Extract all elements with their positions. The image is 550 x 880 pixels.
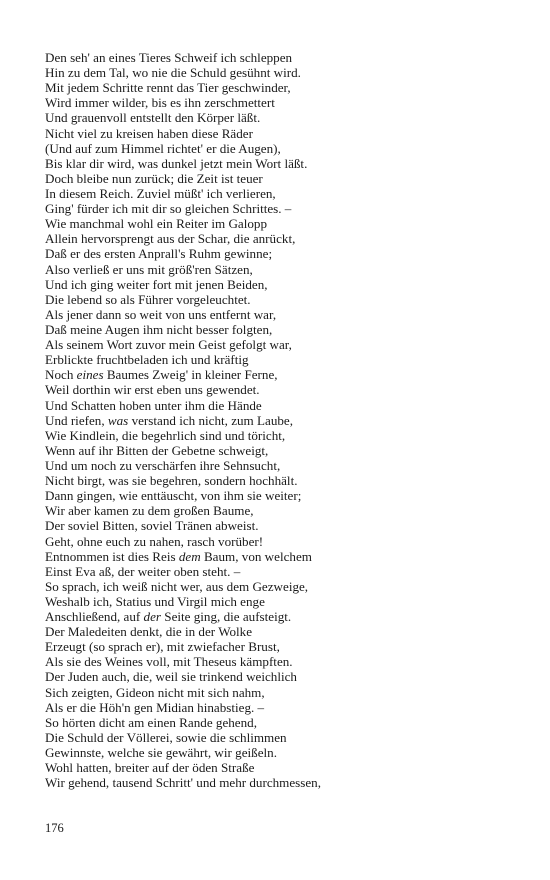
verse-segment: Nicht viel zu kreisen haben diese Räder	[45, 125, 253, 141]
verse-line	[45, 518, 515, 533]
verse-segment: Die lebend so als Führer vorgeleuchtet.	[45, 291, 251, 307]
verse-line	[45, 171, 515, 186]
verse-line	[45, 700, 515, 715]
verse-line	[45, 579, 515, 594]
verse-segment: Allein hervorsprengt aus der Schar, die anrückt,	[45, 231, 296, 247]
verse-line	[45, 715, 515, 730]
verse-segment: Also verließ er uns mit größ'ren Sätzen,	[45, 261, 253, 277]
verse-line	[45, 382, 515, 397]
verse-segment: Entnommen ist dies Reis	[45, 548, 179, 564]
verse-line	[45, 231, 515, 246]
verse-segment: Einst Eva aß, der weiter oben steht. –	[45, 563, 241, 579]
verse-segment: In diesem Reich. Zuviel müßt' ich verlieren,	[45, 185, 276, 201]
verse-segment: (Und auf zum Himmel richtet' er die Augen),	[45, 140, 281, 156]
verse-segment: Erzeugt (so sprach er), mit zwiefacher Brust,	[45, 639, 280, 655]
verse-segment: Und riefen,	[45, 412, 108, 428]
verse-segment: Noch	[45, 367, 77, 383]
verse-segment: Gewinnste, welche sie gewährt, wir geißeln.	[45, 745, 277, 761]
verse-line	[45, 277, 515, 292]
verse-line	[45, 186, 515, 201]
verse-line	[45, 609, 515, 624]
verse-line	[45, 307, 515, 322]
verse-line	[45, 534, 515, 549]
verse-line	[45, 549, 515, 564]
verse-segment: Und Schatten hoben unter ihm die Hände	[45, 397, 262, 413]
verse-line	[45, 639, 515, 654]
verse-line	[45, 428, 515, 443]
verse-line	[45, 126, 515, 141]
verse-segment: Erblickte fruchtbeladen ich und kräftig	[45, 352, 249, 368]
verse-segment: Den seh' an eines Tieres Schweif ich schleppen	[45, 50, 293, 65]
verse-segment: So sprach, ich weiß nicht wer, aus dem Gezweige,	[45, 578, 309, 594]
verse-line	[45, 503, 515, 518]
verse-line	[45, 413, 515, 428]
verse-line	[45, 669, 515, 684]
verse-line	[45, 156, 515, 171]
verse-line	[45, 262, 515, 277]
verse-line	[45, 110, 515, 125]
verse-segment: Wir aber kamen zu dem großen Baume,	[45, 503, 254, 519]
verse-segment: Daß er des ersten Anprall's Ruhm gewinne;	[45, 246, 273, 262]
verse-segment: Hin zu dem Tal, wo nie die Schuld gesühnt wird.	[45, 65, 301, 81]
verse-line	[45, 246, 515, 261]
verse-segment: Wie manchmal wohl ein Reiter im Galopp	[45, 216, 268, 232]
verse-segment: So hörten dicht am einen Rande gehend,	[45, 714, 257, 730]
verse-segment: Baumes Zweig' in kleiner Ferne,	[103, 367, 278, 383]
verse-line	[45, 458, 515, 473]
verse-line	[45, 322, 515, 337]
verse-segment: Der Juden auch, die, weil sie trinkend weichlich	[45, 669, 297, 685]
verse-segment: Daß meine Augen ihm nicht besser folgten,	[45, 321, 273, 337]
verse-line	[45, 352, 515, 367]
verse-segment: Dann gingen, wie enttäuscht, von ihm sie weiter;	[45, 488, 302, 504]
verse-segment: Als jener dann so weit von uns entfernt war,	[45, 306, 277, 322]
verse-line	[45, 488, 515, 503]
verse-line	[45, 685, 515, 700]
verse-line	[45, 292, 515, 307]
verse-line	[45, 337, 515, 352]
verse-segment: Als er die Höh'n gen Midian hinabstieg. –	[45, 699, 265, 715]
verse-line	[45, 443, 515, 458]
verse-segment: Seite ging, die aufsteigt.	[161, 609, 292, 625]
verse-line	[45, 95, 515, 110]
verse-segment: Die Schuld der Völlerei, sowie die schlimmen	[45, 729, 287, 745]
verse-segment: Weil dorthin wir erst eben uns gewendet.	[45, 382, 260, 398]
verse-segment: Wohl hatten, breiter auf der öden Straße	[45, 760, 255, 776]
verse-line	[45, 141, 515, 156]
verse-segment: Wenn auf ihr Bitten der Gebetne schweigt,	[45, 442, 269, 458]
verse-segment: Wie Kindlein, die begehrlich sind und töricht,	[45, 427, 286, 443]
verse-line	[45, 50, 515, 65]
emphasized-word: der	[143, 609, 162, 625]
verse-line	[45, 564, 515, 579]
verse-segment: Der soviel Bitten, soviel Tränen abweist.	[45, 518, 259, 534]
verse-line	[45, 594, 515, 609]
page-number: 176	[45, 821, 64, 835]
verse-segment: Und ich ging weiter fort mit jenen Beiden,	[45, 276, 268, 292]
verse-line	[45, 201, 515, 216]
emphasized-word: eines	[76, 367, 104, 383]
verse-segment: Und grauenvoll entstellt den Körper läßt.	[45, 110, 261, 126]
verse-text	[45, 50, 515, 790]
verse-segment: Mit jedem Schritte rennt das Tier geschwinder,	[45, 80, 291, 96]
verse-segment: verstand ich nicht, zum Laube,	[128, 412, 294, 428]
verse-line	[45, 775, 515, 790]
verse-line	[45, 760, 515, 775]
verse-segment: Wird immer wilder, bis es ihn zerschmettert	[45, 95, 275, 111]
verse-segment: Und um noch zu verschärfen ihre Sehnsucht,	[45, 457, 281, 473]
verse-line	[45, 216, 515, 231]
verse-segment: Baum, von welchem	[200, 548, 312, 564]
verse-line	[45, 65, 515, 80]
verse-segment: Ging' fürder ich mit dir so gleichen Schrittes. –	[45, 201, 292, 217]
verse-line	[45, 80, 515, 95]
verse-line	[45, 624, 515, 639]
verse-segment: Wir gehend, tausend Schritt' und mehr durchmessen,	[45, 775, 322, 791]
verse-line	[45, 398, 515, 413]
emphasized-word: was	[107, 412, 129, 428]
verse-segment: Doch bleibe nun zurück; die Zeit ist teuer	[45, 170, 263, 186]
verse-segment: Bis klar dir wird, was dunkel jetzt mein Wort läßt.	[45, 155, 308, 171]
verse-line	[45, 745, 515, 760]
verse-segment: Anschließend, auf	[45, 609, 144, 625]
verse-segment: Geht, ohne euch zu nahen, rasch vorüber!	[45, 533, 264, 549]
verse-segment: Sich zeigten, Gideon nicht mit sich nahm,	[45, 684, 265, 700]
verse-line	[45, 367, 515, 382]
verse-segment: Als seinem Wort zuvor mein Geist gefolgt war,	[45, 337, 292, 353]
emphasized-word: dem	[178, 548, 201, 564]
verse-segment: Nicht birgt, was sie begehren, sondern hochhält.	[45, 473, 298, 489]
verse-segment: Als sie des Weines voll, mit Theseus kämpften.	[45, 654, 293, 670]
verse-segment: Weshalb ich, Statius und Virgil mich enge	[45, 593, 265, 609]
verse-segment: Der Maledeiten denkt, die in der Wolke	[45, 624, 253, 640]
verse-line	[45, 654, 515, 669]
verse-line	[45, 473, 515, 488]
verse-line	[45, 730, 515, 745]
